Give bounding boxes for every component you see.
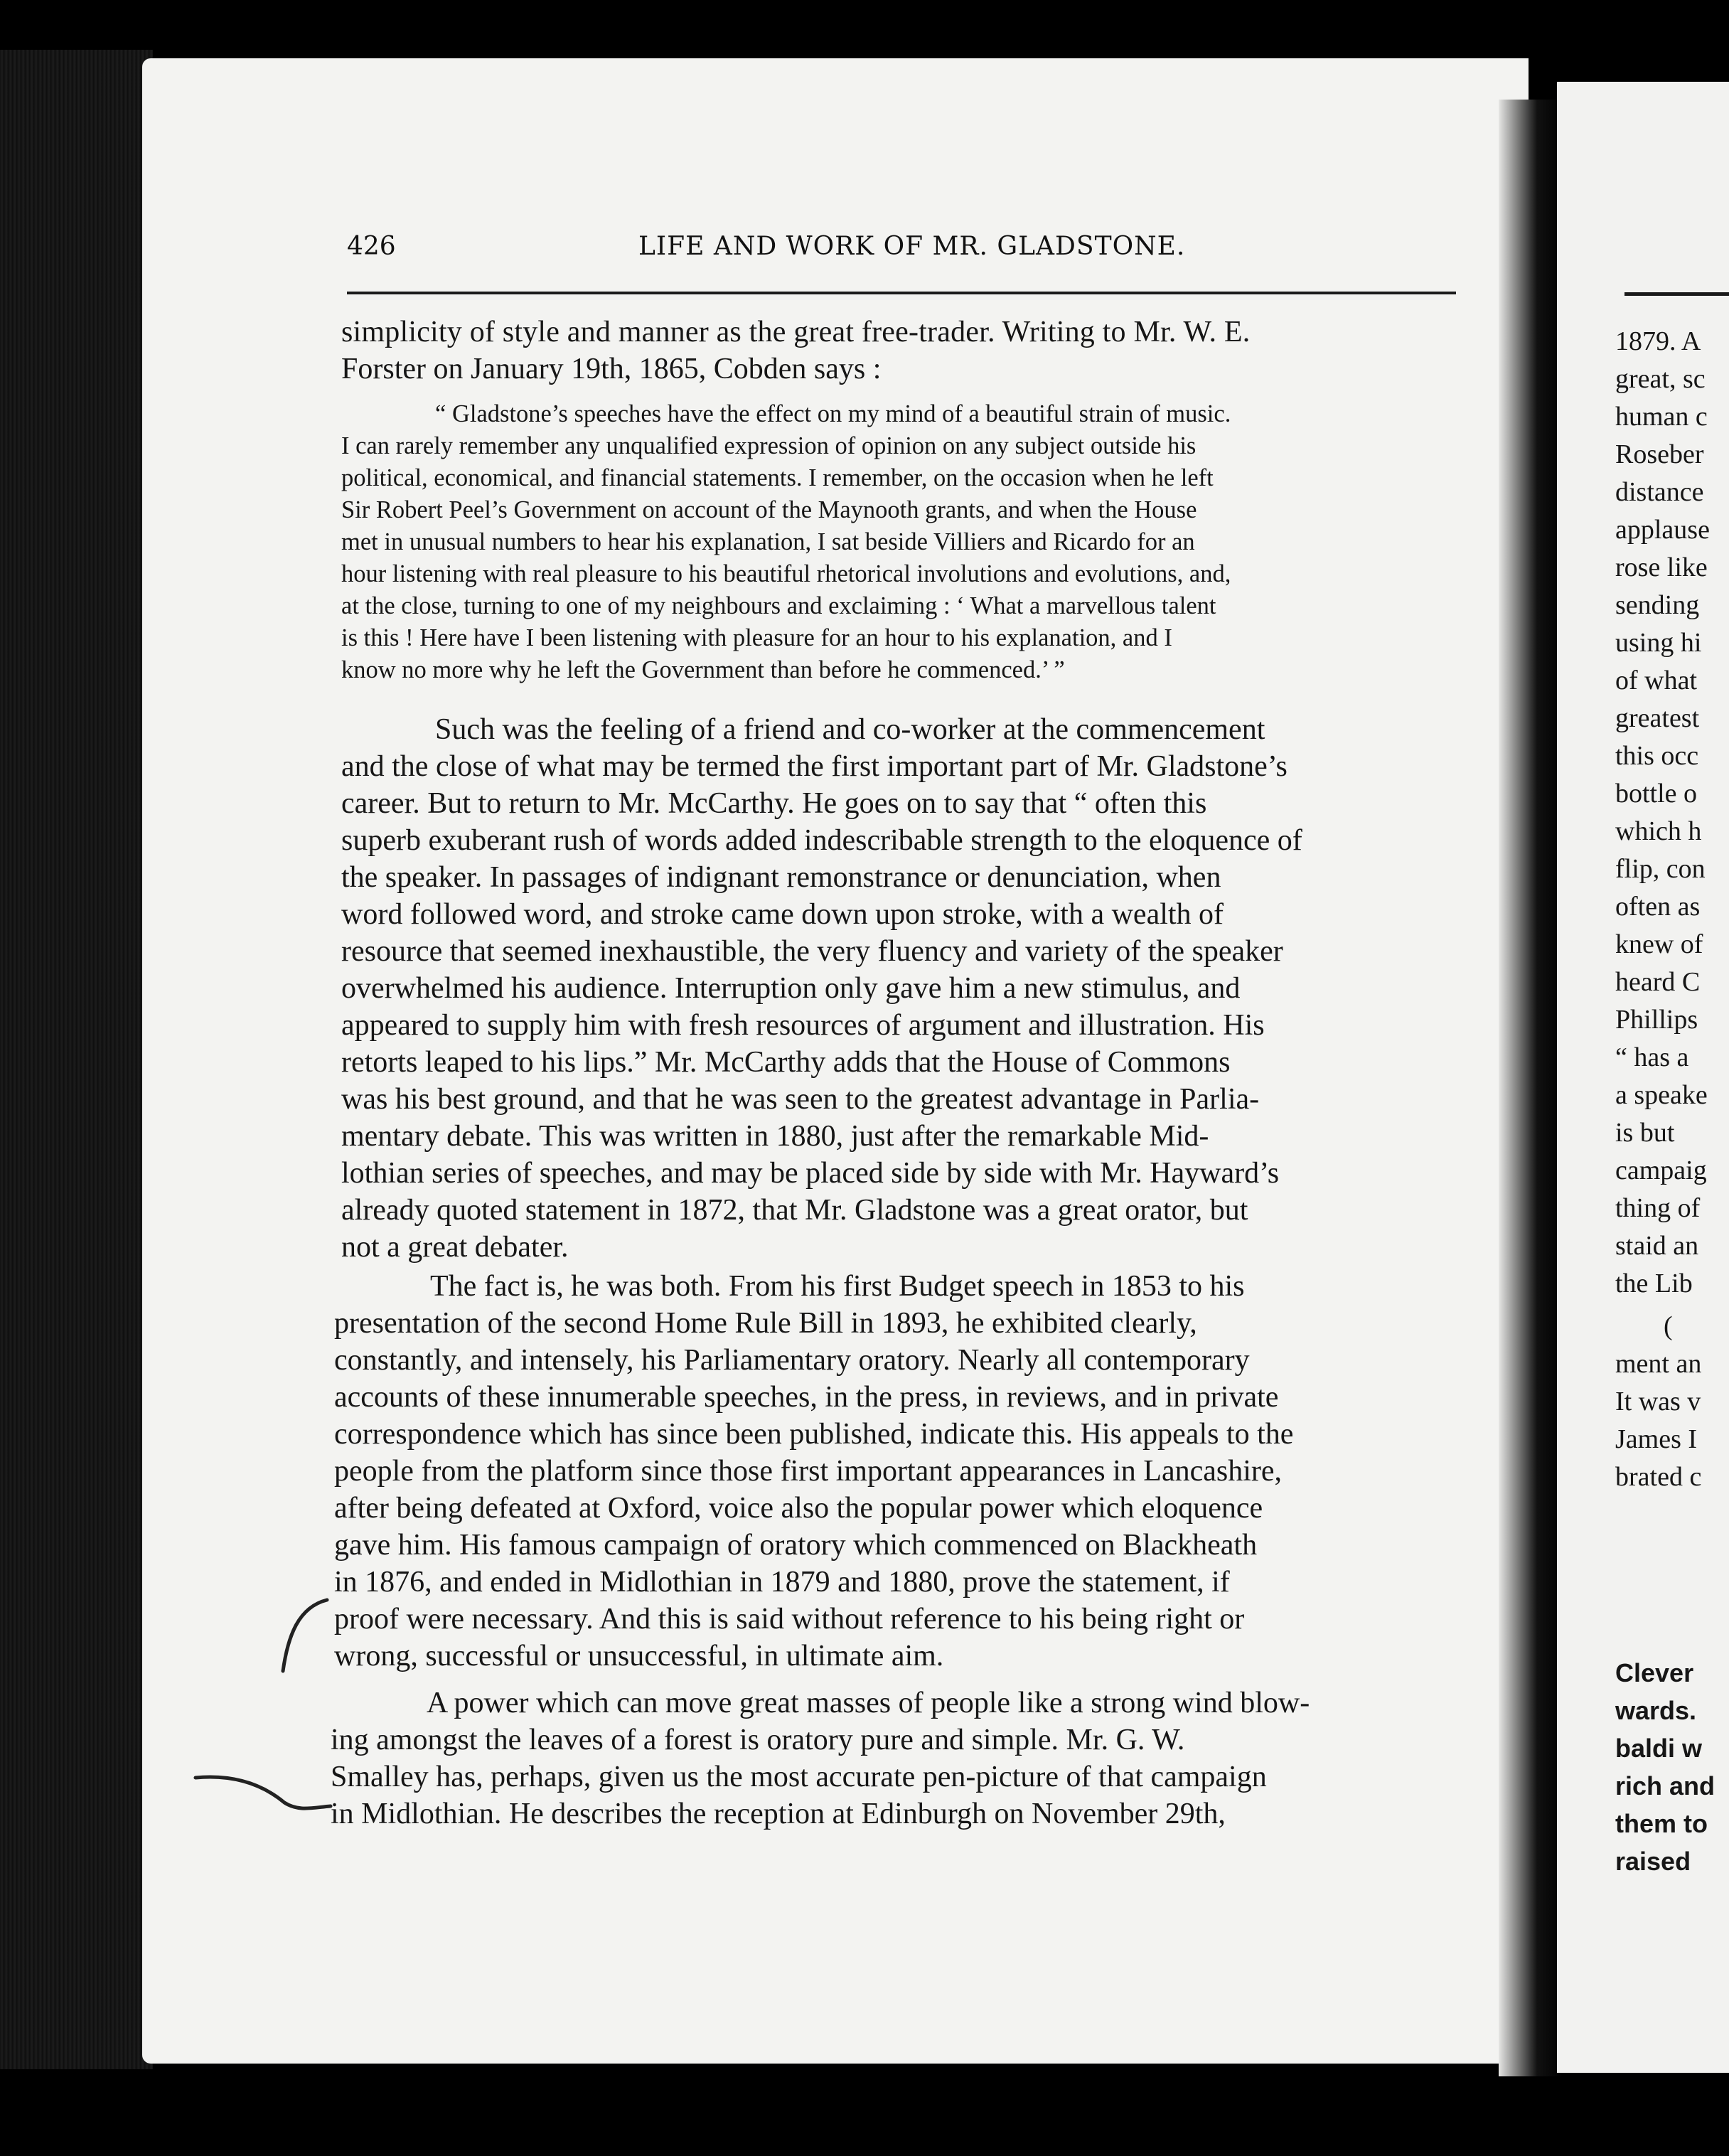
right-page-line: knew of <box>1615 929 1703 959</box>
text-line: Such was the feeling of a friend and co-worker at the commencement <box>435 713 1265 746</box>
right-page-line: It was v <box>1615 1387 1701 1416</box>
right-page-line: flip, con <box>1615 854 1706 884</box>
text-line: overwhelmed his audience. Interruption only gave him a new stimulus, and <box>341 972 1241 1005</box>
text-line: in 1876, and ended in Midlothian in 1879 and 1880, prove the statement, if <box>334 1566 1230 1599</box>
right-page-line: “ has a <box>1615 1042 1689 1072</box>
text-line: and the close of what may be termed the first important part of Mr. Gladstone’s <box>341 750 1288 783</box>
right-page-line: heard C <box>1615 967 1701 997</box>
text-line: ing amongst the leaves of a forest is oratory pure and simple. Mr. G. W. <box>331 1724 1185 1756</box>
right-page-line: rich and <box>1615 1771 1715 1800</box>
right-page-line: them to <box>1615 1809 1708 1838</box>
right-page-line: rose like <box>1615 553 1708 582</box>
quote-line: political, economical, and financial statements. I remember, on the occasion when he left <box>341 464 1214 491</box>
text-line: in Midlothian. He describes the reception at Edinburgh on November 29th, <box>331 1798 1226 1830</box>
right-page-line: sending <box>1615 590 1700 620</box>
right-page-line: which h <box>1615 816 1702 846</box>
running-title: LIFE AND WORK OF MR. GLADSTONE. <box>638 232 1186 261</box>
text-line: wrong, successful or unsuccessful, in ultimate aim. <box>334 1640 944 1672</box>
quote-line: hour listening with real pleasure to his beautiful rhetorical involutions and evolutions, and, <box>341 560 1231 587</box>
quote-line: is this ! Here have I been listening with pleasure for an hour to his explanation, and I <box>341 624 1172 651</box>
text-line: already quoted statement in 1872, that Mr. Gladstone was a great orator, but <box>341 1194 1248 1227</box>
right-page-line: using hi <box>1615 628 1702 658</box>
right-page-header-rule <box>1624 292 1729 296</box>
text-line: gave him. His famous campaign of oratory which commenced on Blackheath <box>334 1529 1258 1562</box>
text-line: accounts of these innumerable speeches, in the press, in reviews, and in private <box>334 1381 1279 1414</box>
text-line: Smalley has, perhaps, given us the most accurate pen-picture of that campaign <box>331 1761 1267 1793</box>
right-page-line: baldi w <box>1615 1734 1703 1763</box>
text-line: constantly, and intensely, his Parliamentary oratory. Nearly all contemporary <box>334 1344 1250 1377</box>
text-line: resource that seemed inexhaustible, the very fluency and variety of the speaker <box>341 935 1283 968</box>
text-line: after being defeated at Oxford, voice also the popular power which eloquence <box>334 1492 1263 1525</box>
text-line: presentation of the second Home Rule Bill in 1893, he exhibited clearly, <box>334 1307 1197 1340</box>
right-page-line: staid an <box>1615 1231 1699 1261</box>
right-page-line: bottle o <box>1615 779 1698 808</box>
right-page-line: 1879. A <box>1615 326 1701 356</box>
right-page-line: applause <box>1615 515 1710 545</box>
header-rule <box>347 292 1456 294</box>
quote-line: at the close, turning to one of my neighbours and exclaiming : ‘ What a marvellous talent <box>341 592 1216 619</box>
book-gutter <box>1499 100 1563 2076</box>
text-line: simplicity of style and manner as the great free-trader. Writing to Mr. W. E. <box>341 316 1251 348</box>
text-line: lothian series of speeches, and may be placed side by side with Mr. Hayward’s <box>341 1157 1280 1190</box>
right-page-line: human c <box>1615 402 1708 432</box>
right-page-line: ment an <box>1615 1349 1702 1379</box>
text-line: The fact is, he was both. From his first Budget speech in 1853 to his <box>430 1270 1245 1303</box>
quote-line: “ Gladstone’s speeches have the effect on my mind of a beautiful strain of music. <box>435 400 1231 427</box>
text-line: appeared to supply him with fresh resources of argument and illustration. His <box>341 1009 1265 1042</box>
text-line: people from the platform since those first important appearances in Lancashire, <box>334 1455 1283 1488</box>
text-line: superb exuberant rush of words added indescribable strength to the eloquence of <box>341 824 1302 857</box>
right-page-line: ( <box>1664 1311 1673 1341</box>
text-line: word followed word, and stroke came down upon stroke, with a wealth of <box>341 898 1224 931</box>
quote-line: met in unusual numbers to hear his explanation, I sat beside Villiers and Ricardo for an <box>341 528 1195 555</box>
quote-line: know no more why he left the Government than before he commenced.’ ” <box>341 656 1065 683</box>
right-page-line: raised <box>1615 1847 1691 1876</box>
right-page-line: this occ <box>1615 741 1699 771</box>
quote-line: I can rarely remember any unqualified expression of opinion on any subject outside his <box>341 432 1197 459</box>
right-page-line: greatest <box>1615 703 1700 733</box>
right-page-line: Phillips <box>1615 1005 1698 1035</box>
right-page-line: often as <box>1615 892 1701 922</box>
right-page-line: wards. <box>1615 1696 1697 1725</box>
text-line: mentary debate. This was written in 1880, just after the remarkable Mid- <box>341 1120 1209 1153</box>
right-page-line: Clever <box>1615 1658 1694 1687</box>
text-line: career. But to return to Mr. McCarthy. He goes on to say that “ often this <box>341 787 1207 820</box>
text-line: the speaker. In passages of indignant remonstrance or denunciation, when <box>341 861 1221 894</box>
right-page-line: is but <box>1615 1118 1675 1148</box>
right-page-line: Roseber <box>1615 439 1704 469</box>
right-page-line: James I <box>1615 1424 1698 1454</box>
right-page-line: distance <box>1615 477 1704 507</box>
page-edge-stack <box>0 50 153 2069</box>
text-line: not a great debater. <box>341 1231 569 1264</box>
page-header <box>347 232 1456 274</box>
right-page-line: of what <box>1615 666 1698 695</box>
right-page-line: great, sc <box>1615 364 1706 394</box>
right-page-line: campaig <box>1615 1156 1707 1185</box>
text-line: A power which can move great masses of people like a strong wind blow- <box>427 1687 1310 1719</box>
text-line: proof were necessary. And this is said without reference to his being right or <box>334 1603 1245 1635</box>
page-number: 426 <box>347 232 396 261</box>
right-page-line: the Lib <box>1615 1269 1693 1298</box>
text-line: correspondence which has since been published, indicate this. His appeals to the <box>334 1418 1294 1451</box>
right-page-line: brated c <box>1615 1462 1702 1492</box>
right-page-line: a speake <box>1615 1080 1708 1110</box>
quote-line: Sir Robert Peel’s Government on account of the Maynooth grants, and when the House <box>341 496 1197 523</box>
text-line: Forster on January 19th, 1865, Cobden says : <box>341 353 882 385</box>
text-line: retorts leaped to his lips.” Mr. McCarthy adds that the House of Commons <box>341 1046 1231 1079</box>
right-page-line: thing of <box>1615 1193 1701 1223</box>
text-line: was his best ground, and that he was seen to the greatest advantage in Parlia- <box>341 1083 1260 1116</box>
